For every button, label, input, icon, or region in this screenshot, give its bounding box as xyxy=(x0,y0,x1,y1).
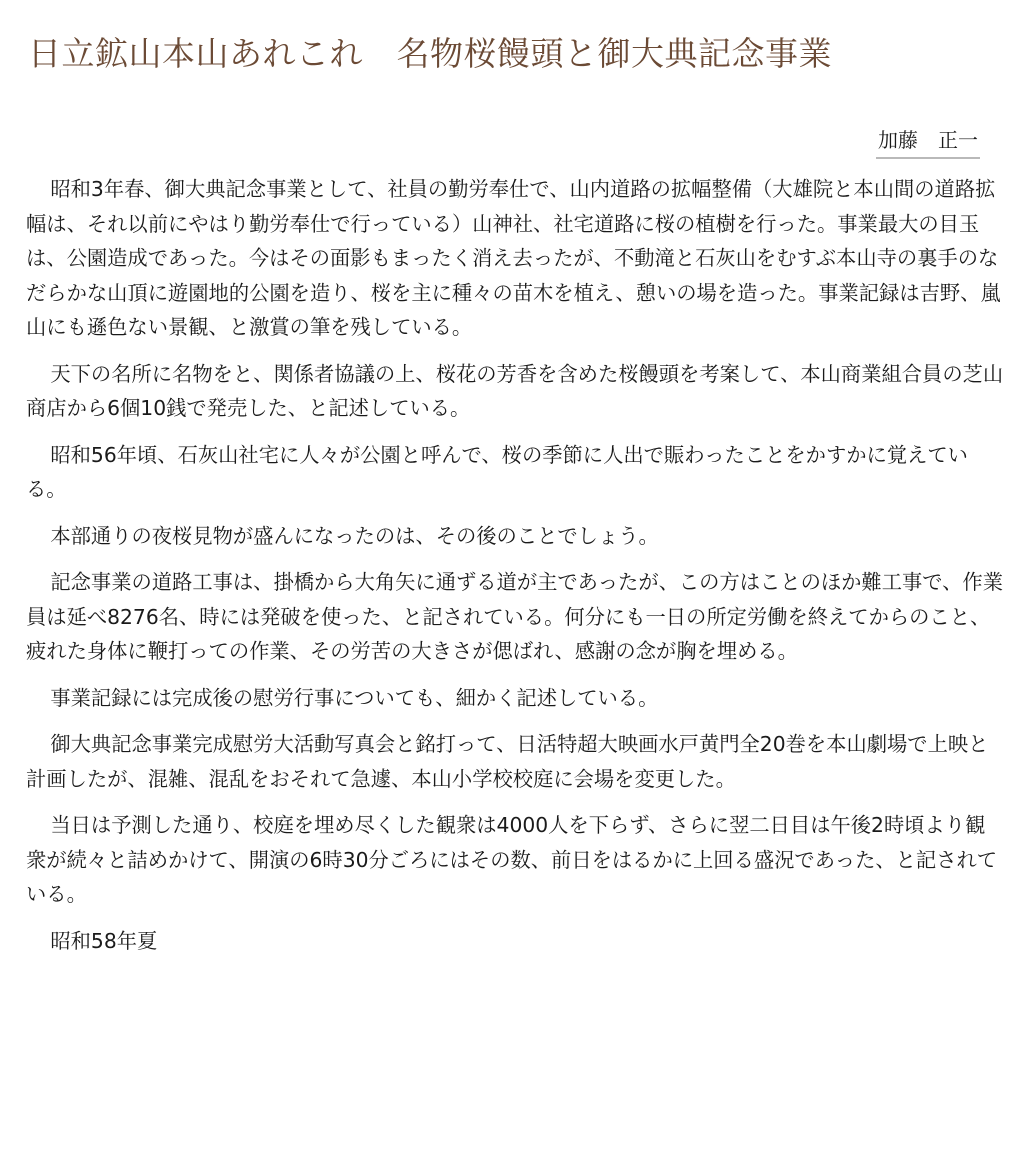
signoff-date: 昭和58年夏 xyxy=(50,928,158,953)
paragraph: 本部通りの夜桜見物が盛んになったのは、その後のことでしょう。 xyxy=(50,523,659,548)
article-title: 日立鉱山本山あれこれ 名物桜饅頭と御大典記念事業 xyxy=(28,34,832,73)
paragraph: 天下の名所に名物をと、関係者協議の上、桜花の芳香を含めた桜饅頭を考案して、本山商業組合員の芝山商店から6個10銭で発売した、と記述している。 xyxy=(26,361,1004,420)
author-name: 加藤 正一 xyxy=(876,124,980,159)
paragraph: 御大典記念事業完成慰労大活動写真会と銘打って、日活特超大映画水戸黄門全20巻を本山劇場で上映と計画したが、混雑、混乱をおそれて急遽、本山小学校校庭に会場を変更した。 xyxy=(26,732,989,791)
paragraph: 昭和3年春、御大典記念事業として、社員の勤労奉仕で、山内道路の拡幅整備（大雄院と本山間の道路拡幅は、それ以前にやはり勤労奉仕で行っている）山神社、社宅道路に桜の植樹を行った。事業最大の目玉は、公園造成であった。今はその面影もまったく消え去ったが、不動滝と石灰山をむすぶ本山寺の裏手のなだらかな山頂に遊園地的公園を造り、桜を主に種々の苗木を植え、憩いの場を造った。事業記録は吉野、嵐山にも遜色ない景観、と激賞の筆を残している。 xyxy=(26,177,1001,339)
paragraph: 事業記録には完成後の慰労行事についても、細かく記述している。 xyxy=(50,685,659,710)
paragraph: 記念事業の道路工事は、掛橋から大角矢に通ずる道が主であったが、この方はことのほか難工事で、作業員は延べ8276名、時には発破を使った、と記されている。何分にも一日の所定労働を終えてからのこと、疲れた身体に鞭打っての作業、その労苦の大きさが偲ばれ、感謝の念が胸を埋める。 xyxy=(26,570,1003,663)
paragraph: 当日は予測した通り、校庭を埋め尽くした観衆は4000人を下らず、さらに翌二日目は午後2時頃より観衆が続々と詰めかけて、開演の6時30分ごろにはその数、前日をはるかに上回る盛況であった、と記されている。 xyxy=(26,813,998,906)
paragraph: 昭和56年頃、石灰山社宅に人々が公園と呼んで、桜の季節に人出で賑わったことをかすかに覚えている。 xyxy=(26,442,968,501)
article-body xyxy=(26,172,1004,958)
